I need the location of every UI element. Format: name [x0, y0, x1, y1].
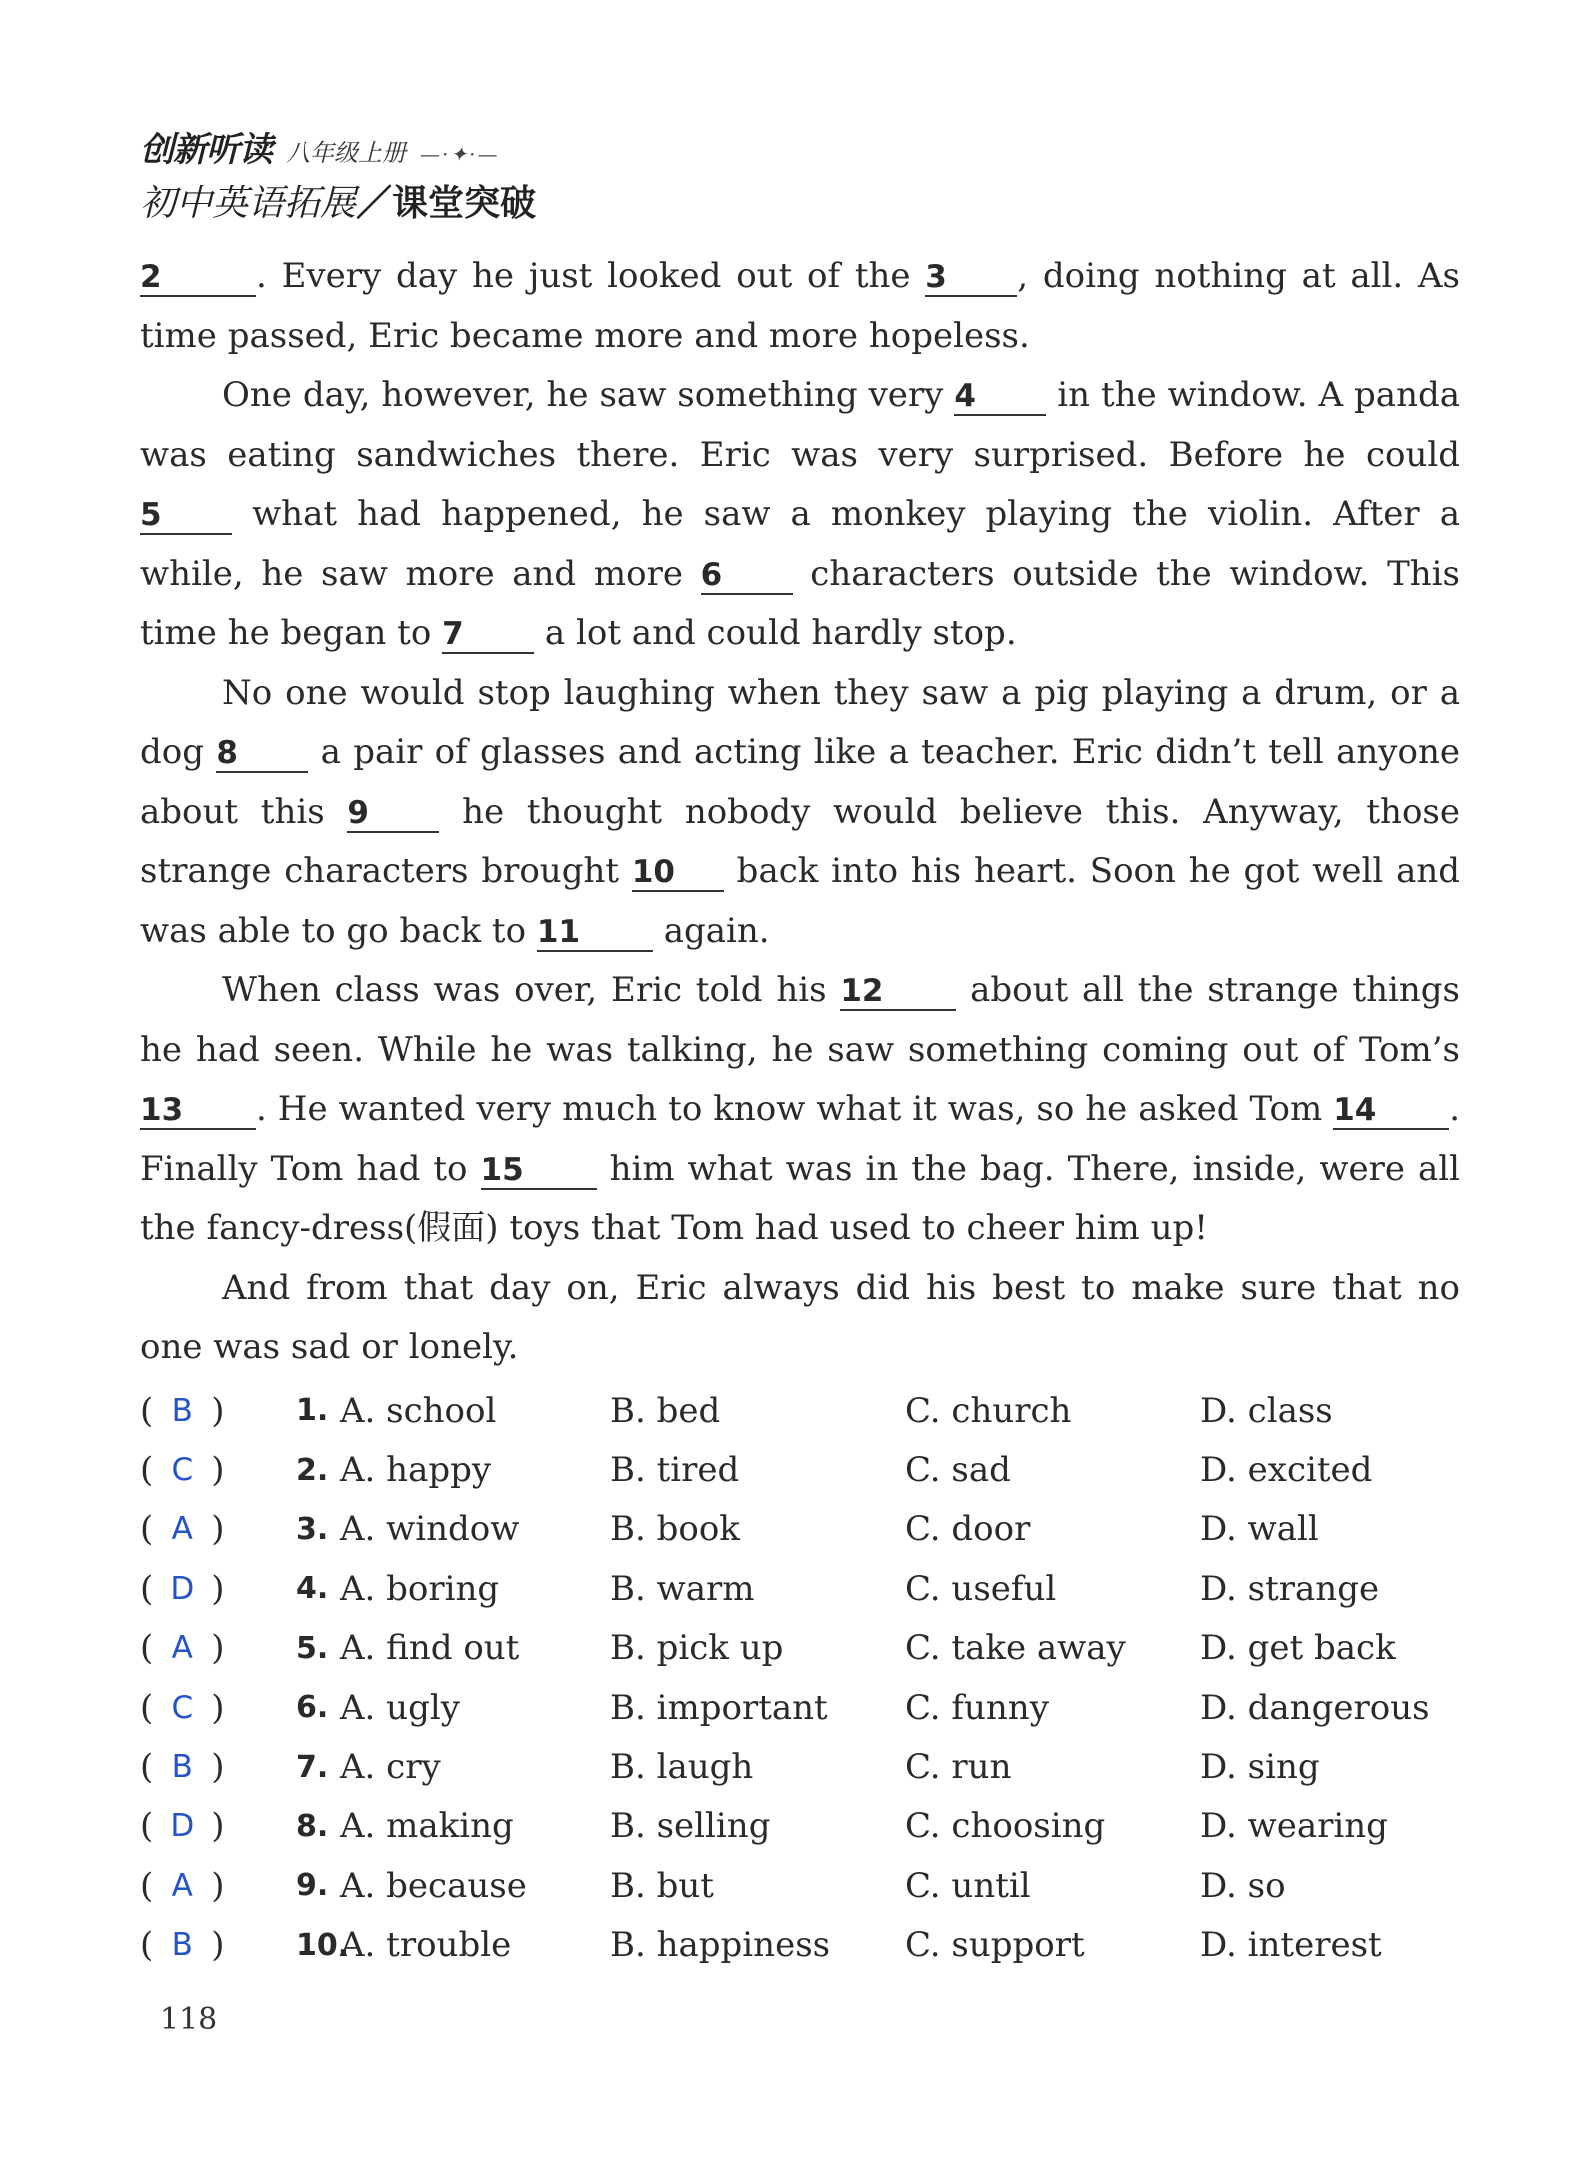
blank-7: 7 [442, 616, 534, 654]
question-row [140, 1559, 1480, 1618]
answer-bracket: ( A ) [140, 1865, 225, 1906]
series-title: 创新听读 [140, 130, 272, 170]
question-row [140, 1619, 1480, 1678]
option-b: B. selling [610, 1806, 771, 1847]
question-row [140, 1856, 1480, 1915]
blank-11: 11 [537, 914, 653, 952]
question-row [140, 1737, 1480, 1796]
option-b: B. tired [610, 1450, 740, 1491]
option-d: D. wearing [1200, 1806, 1388, 1847]
blank-6: 6 [701, 557, 793, 595]
option-c: C. choosing [905, 1806, 1106, 1847]
blank-4: 4 [954, 378, 1046, 416]
option-d: D. class [1200, 1390, 1333, 1431]
filled-answer: B [171, 1749, 193, 1786]
paragraph-text: . Finally Tom had to [140, 1089, 1460, 1189]
paragraph-text: again. [652, 910, 770, 951]
option-a: A. happy [340, 1450, 492, 1491]
option-c: C. sad [905, 1450, 1011, 1491]
blank-12: 12 [840, 973, 956, 1011]
option-a: A. ugly [340, 1687, 460, 1728]
paragraph-3 [140, 664, 1460, 962]
option-b: B. bed [610, 1390, 721, 1431]
answer-bracket: ( D ) [140, 1568, 225, 1609]
option-a: A. making [340, 1806, 514, 1847]
answer-bracket: ( B ) [140, 1925, 225, 1966]
option-d: D. excited [1200, 1450, 1373, 1491]
question-number: 1. [296, 1393, 329, 1429]
answer-bracket: ( C ) [140, 1450, 225, 1491]
question-row [140, 1500, 1480, 1559]
blank-8: 8 [216, 735, 308, 773]
option-c: C. church [905, 1390, 1072, 1431]
paragraph-text: back into his heart. Soon he got well and was able to go back to [140, 851, 1460, 951]
answer-bracket: ( B ) [140, 1390, 225, 1431]
option-a: A. cry [340, 1747, 441, 1788]
paragraph-text: . He wanted very much to know what it was, so he asked Tom [256, 1089, 1334, 1129]
option-a: A. because [340, 1865, 527, 1906]
answer-options [140, 1381, 1480, 1975]
grade-label: 八年级上册 [286, 139, 406, 167]
filled-answer: B [171, 1927, 193, 1964]
option-d: D. get back [1200, 1628, 1396, 1669]
cloze-passage [140, 247, 1460, 1378]
paragraph-4 [140, 961, 1460, 1259]
question-row [140, 1381, 1480, 1440]
series-logo [140, 122, 536, 171]
paragraph-5 [140, 1259, 1460, 1378]
paragraph-text: him what was in the bag. There, inside, were all the fancy-dress(假面) toys that Tom had used to cheer him up! [140, 1148, 1460, 1248]
paragraph-text: a lot and could hardly stop. [534, 613, 1017, 653]
blank-10: 10 [632, 854, 724, 892]
option-c: C. until [905, 1865, 1031, 1906]
question-row [140, 1797, 1480, 1856]
answer-bracket: ( A ) [140, 1509, 225, 1550]
filled-answer: C [171, 1689, 194, 1726]
option-a: A. boring [340, 1568, 500, 1609]
blank-14: 14 [1333, 1092, 1449, 1130]
option-b: B. but [610, 1865, 714, 1906]
paragraph-text: , doing nothing at all. As time passed, Eric became more and more hopeless. [140, 256, 1460, 356]
filled-answer: A [171, 1630, 193, 1667]
answer-bracket: ( C ) [140, 1687, 225, 1728]
question-number: 3. [296, 1511, 329, 1547]
question-number: 7. [296, 1749, 329, 1785]
option-b: B. pick up [610, 1628, 784, 1669]
decorative-flourish-icon: —·✦·— [420, 142, 500, 166]
paragraph-2 [140, 366, 1460, 664]
option-a: A. find out [340, 1628, 520, 1669]
option-a: A. school [340, 1390, 497, 1431]
filled-answer: A [171, 1511, 193, 1548]
paragraph-1 [140, 247, 1460, 366]
option-c: C. take away [905, 1628, 1126, 1669]
option-d: D. so [1200, 1865, 1286, 1906]
question-number: 2. [296, 1452, 329, 1488]
blank-15: 15 [481, 1152, 597, 1190]
paragraph-text: he thought nobody would believe this. Anyway, those strange characters brought [140, 791, 1460, 891]
option-b: B. warm [610, 1568, 755, 1609]
question-number: 9. [296, 1868, 329, 1904]
blank-9: 9 [347, 795, 439, 833]
page-header [140, 122, 536, 226]
option-d: D. interest [1200, 1925, 1382, 1966]
question-row [140, 1916, 1480, 1975]
option-b: B. book [610, 1509, 740, 1550]
subtitle-part-2: ／课堂突破 [356, 183, 537, 224]
paragraph-text: . Every day he just looked out of the [256, 256, 926, 296]
option-c: C. run [905, 1747, 1012, 1788]
paragraph-text: characters outside the window. This time he began to [140, 553, 1460, 653]
filled-answer: B [171, 1392, 193, 1429]
paragraph-text: what had happened, he saw a monkey playing the violin. After a while, he saw more and more [140, 494, 1460, 594]
question-number: 10. [296, 1927, 350, 1963]
paragraph-text: One day, however, he saw something very [222, 375, 955, 415]
question-number: 4. [296, 1571, 329, 1607]
answer-bracket: ( B ) [140, 1747, 225, 1788]
paragraph-text: in the window. A panda was eating sandwiches there. Eric was very surprised. Before he could [140, 375, 1460, 475]
answer-bracket: ( A ) [140, 1628, 225, 1669]
question-number: 5. [296, 1630, 329, 1666]
question-number: 6. [296, 1690, 329, 1726]
filled-answer: A [171, 1867, 193, 1904]
page-number: 118 [160, 2002, 218, 2037]
option-d: D. sing [1200, 1747, 1320, 1788]
option-c: C. useful [905, 1568, 1057, 1609]
paragraph-text: about all the strange things he had seen. While he was talking, he saw something coming out of Tom’s [140, 970, 1460, 1070]
paragraph-text: When class was over, Eric told his [222, 970, 841, 1010]
option-a: A. window [340, 1509, 520, 1550]
filled-answer: D [170, 1808, 195, 1845]
paragraph-text: a pair of glasses and acting like a teacher. Eric didn’t tell anyone about this [140, 732, 1460, 832]
option-c: C. support [905, 1925, 1085, 1966]
blank-5: 5 [140, 497, 232, 535]
option-b: B. happiness [610, 1925, 831, 1966]
subtitle-part-1: 初中英语拓展 [140, 183, 357, 224]
option-d: D. dangerous [1200, 1687, 1430, 1728]
option-d: D. strange [1200, 1568, 1380, 1609]
answer-bracket: ( D ) [140, 1806, 225, 1847]
option-c: C. door [905, 1509, 1031, 1550]
book-subtitle [140, 175, 536, 226]
question-row [140, 1678, 1480, 1737]
option-a: A. trouble [340, 1925, 512, 1966]
paragraph-text: And from that day on, Eric always did his best to make sure that no one was sad or lonely. [140, 1267, 1460, 1367]
option-d: D. wall [1200, 1509, 1319, 1550]
question-row [140, 1440, 1480, 1499]
paragraph-text: No one would stop laughing when they saw a pig playing a drum, or a dog [140, 672, 1460, 772]
option-b: B. important [610, 1687, 828, 1728]
blank-2: 2 [140, 259, 256, 297]
filled-answer: D [170, 1570, 195, 1607]
question-number: 8. [296, 1808, 329, 1844]
filled-answer: C [171, 1452, 194, 1489]
option-c: C. funny [905, 1687, 1049, 1728]
option-b: B. laugh [610, 1747, 754, 1788]
blank-3: 3 [925, 259, 1017, 297]
blank-13: 13 [140, 1092, 256, 1130]
